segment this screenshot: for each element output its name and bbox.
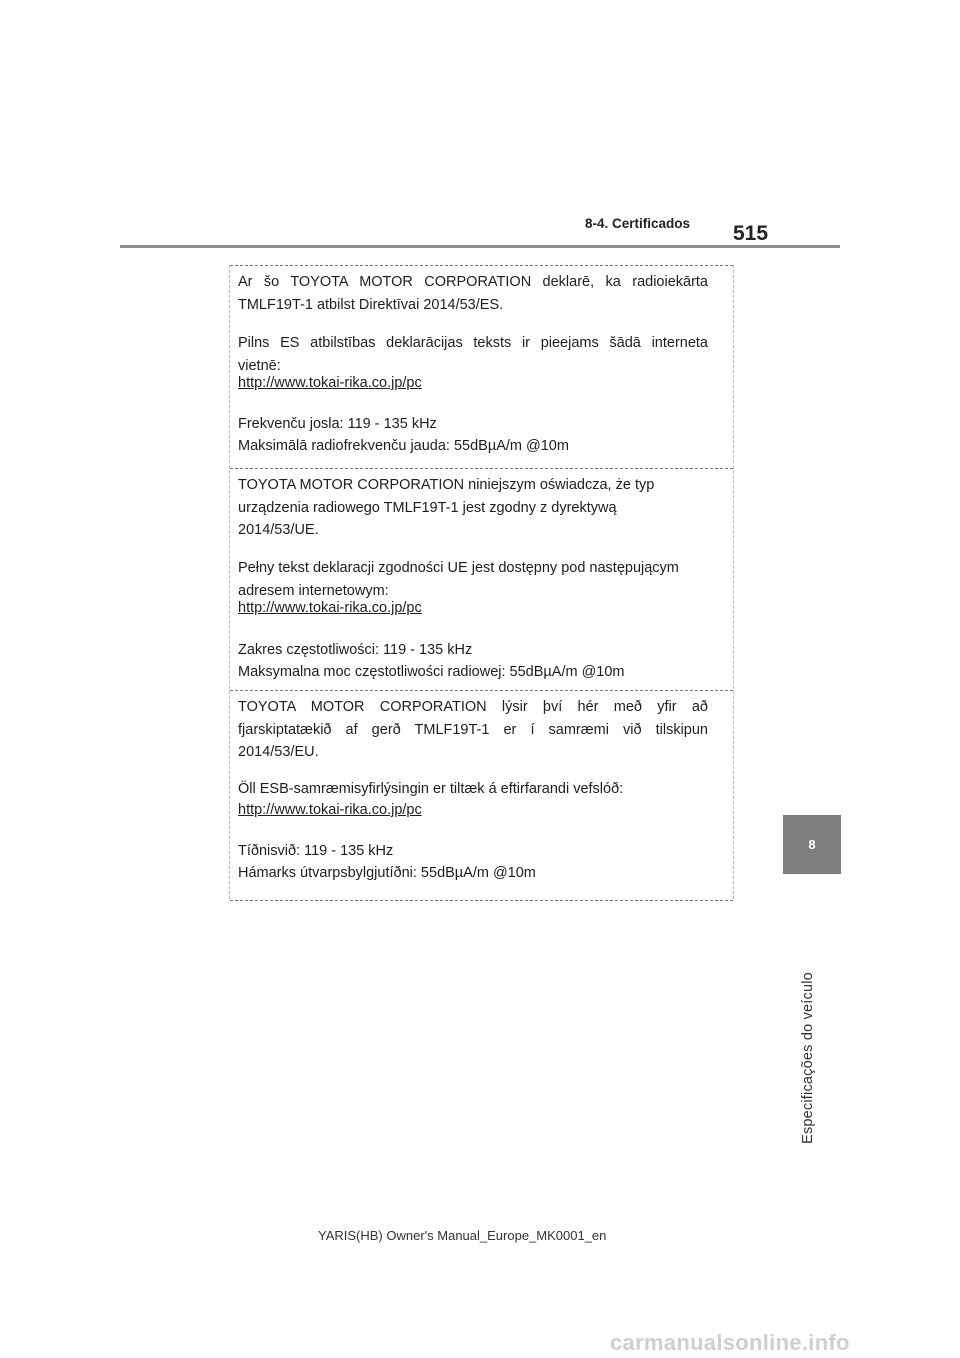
max-power: Maksymalna moc częstotliwości radiowej: 55dBµA/m @10m <box>238 664 625 680</box>
manual-footer: YARIS(HB) Owner's Manual_Europe_MK0001_en <box>318 1228 607 1243</box>
fulltext-note: Öll ESB-samræmisyfirlýsingin er tiltæk á eftirfarandi vefslóð: <box>238 781 624 797</box>
header-divider <box>120 245 840 248</box>
fulltext-note: Pilns ES atbilstības deklarācijas teksts ir pieejams šādā interneta vietnē: <box>238 335 708 374</box>
frequency-band: Frekvenču josla: 119 - 135 kHz <box>238 416 437 432</box>
max-power: Hámarks útvarpsbylgjutíðni: 55dBµA/m @10m <box>238 865 536 881</box>
frequency-band: Tíðnisvið: 119 - 135 kHz <box>238 843 394 859</box>
declaration-url[interactable]: http://www.tokai-rika.co.jp/pc <box>238 802 422 818</box>
certificate-block-polish <box>230 468 733 691</box>
section-title: 8-4. Certificados <box>585 216 691 231</box>
watermark: carmanualsonline.info <box>610 1330 850 1355</box>
declaration-text: Ar šo TOYOTA MOTOR CORPORATION deklarē, ka radioiekārta TMLF19T-1 atbilst Direktīvai 2014/53/ES. <box>238 274 708 313</box>
declaration-text: TOYOTA MOTOR CORPORATION lýsir því hér með yfir að fjarskiptatækið af gerð TMLF19T-1 er í samræmi við tilskipun 2014/53/EU. <box>238 699 708 760</box>
fulltext-note: Pełny tekst deklaracji zgodności UE jest dostępny pod następującym adresem internetowym: <box>238 560 679 599</box>
declaration-url[interactable]: http://www.tokai-rika.co.jp/pc <box>238 600 422 616</box>
chapter-tab: 8 <box>783 815 841 874</box>
certificate-block-icelandic <box>230 690 733 901</box>
declaration-text: TOYOTA MOTOR CORPORATION niniejszym oświadcza, że typ urządzenia radiowego TMLF19T-1 jest zgodny z dyrektywą 2014/53/UE. <box>238 477 655 538</box>
declaration-url[interactable]: http://www.tokai-rika.co.jp/pc <box>238 375 422 391</box>
chapter-side-label: Especificações do veículo <box>800 972 816 1144</box>
frequency-band: Zakres częstotliwości: 119 - 135 kHz <box>238 642 473 658</box>
certificate-table <box>229 265 734 899</box>
page-number: 515 <box>733 222 769 245</box>
certificate-block-latvian <box>230 265 733 469</box>
max-power: Maksimālā radiofrekvenču jauda: 55dBµA/m @10m <box>238 438 569 454</box>
